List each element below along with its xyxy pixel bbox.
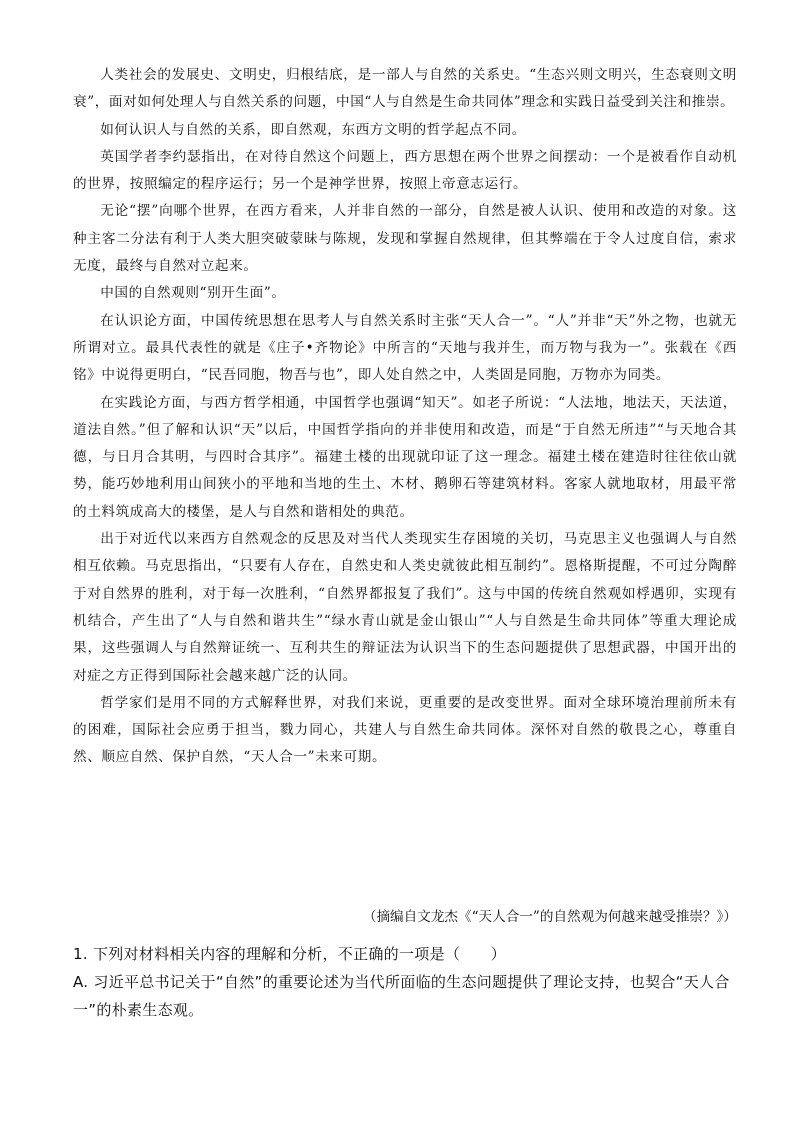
- passage-paragraph: 哲学家们是用不同的方式解释世界，对我们来说，更重要的是改变世界。面对全球环境治理前所未有的困难，国际社会应勇于担当，戮力同心，共建人与自然生命共同体。深怀对自然的敬畏之心，尊重自然、顺应自然、保护自然，“天人合一”未来可期。: [73, 694, 737, 766]
- passage-paragraph: 中国的自然观则“别开生面”。: [100, 285, 286, 302]
- passage-paragraph: 如何认识人与自然的关系，即自然观，东西方文明的哲学起点不同。: [100, 121, 526, 138]
- option-a-text: A. 习近平总书记关于“自然”的重要论述为当代所面临的生态问题提供了理论支持，也契合“天人合一”的朴素生态观。: [73, 973, 730, 1019]
- option-a[interactable]: [73, 968, 737, 1024]
- question-stem: 1. 下列对材料相关内容的理解和分析，不正确的一项是（ ）: [73, 945, 507, 963]
- question-block: [73, 940, 737, 1024]
- reading-passage: [73, 62, 737, 772]
- passage-paragraph: 在实践论方面，与西方哲学相通，中国哲学也强调“知天”。如老子所说：“人法地，地法天，天法道，道法自然。”但了解和认识“天”以后，中国哲学指向的并非使用和改造，而是“于自然无所违”“与天地合其德，与日月合其明，与四时合其序”。福建土楼的出现就印证了这一理念。福建土楼在建造时往往依山就势，能巧妙地利用山间狭小的平地和当地的生土、木材、鹅卵石等建筑材料。客家人就地取材，用最平常的土料筑成高大的楼堡，是人与自然和谐相处的典范。: [73, 394, 737, 520]
- passage-paragraph: 英国学者李约瑟指出，在对待自然这个问题上，西方思想在两个世界之间摆动：一个是被看作自动机的世界，按照编定的程序运行；另一个是神学世界，按照上帝意志运行。: [73, 148, 737, 193]
- passage-paragraph: 人类社会的发展史、文明史，归根结底，是一部人与自然的关系史。“生态兴则文明兴，生态衰则文明衰”，面对如何处理人与自然关系的问题，中国“人与自然是生命共同体”理念和实践日益受到关注和推崇。: [73, 67, 737, 111]
- passage-paragraph: 无论“摆”向哪个世界，在西方看来，人并非自然的一部分，自然是被人认识、使用和改造的对象。这种主客二分法有利于人类大胆突破蒙昧与陈规，发现和掌握自然规律，但其弊端在于令人过度自信，索求无度，最终与自然对立起来。: [73, 203, 737, 275]
- passage-paragraph: 在认识论方面，中国传统思想在思考人与自然关系时主张“天人合一”。“人”并非“天”外之物，也就无所谓对立。最具代表性的就是《庄子•齐物论》中所言的“天地与我并生，而万物与我为一”。张载在《西铭》中说得更明白，“民吾同胞，物吾与也”，即人处自然之中，人类固是同胞，万物亦为同类。: [73, 312, 737, 384]
- passage-source: （摘编自文龙杰《“天人合一”的自然观为何越来越受推崇？》）: [362, 909, 737, 925]
- passage-paragraph: 出于对近代以来西方自然观念的反思及对当代人类现实生存困境的关切，马克思主义也强调人与自然相互依赖。马克思指出，“只要有人存在，自然史和人类史就彼此相互制约”。恩格斯提醒，不可过分陶醉于对自然界的胜利，对于每一次胜利，“自然界都报复了我们”。这与中国的传统自然观如桴遇卯，实现有机结合，产生出了“人与自然和谐共生”“绿水青山就是金山银山”“人与自然是生命共同体”等重大理论成果，这些强调人与自然辩证统一、互利共生的辩证法为认识当下的生态问题提供了思想武器，中国开出的对症之方正得到国际社会越来越广泛的认同。: [73, 531, 737, 684]
